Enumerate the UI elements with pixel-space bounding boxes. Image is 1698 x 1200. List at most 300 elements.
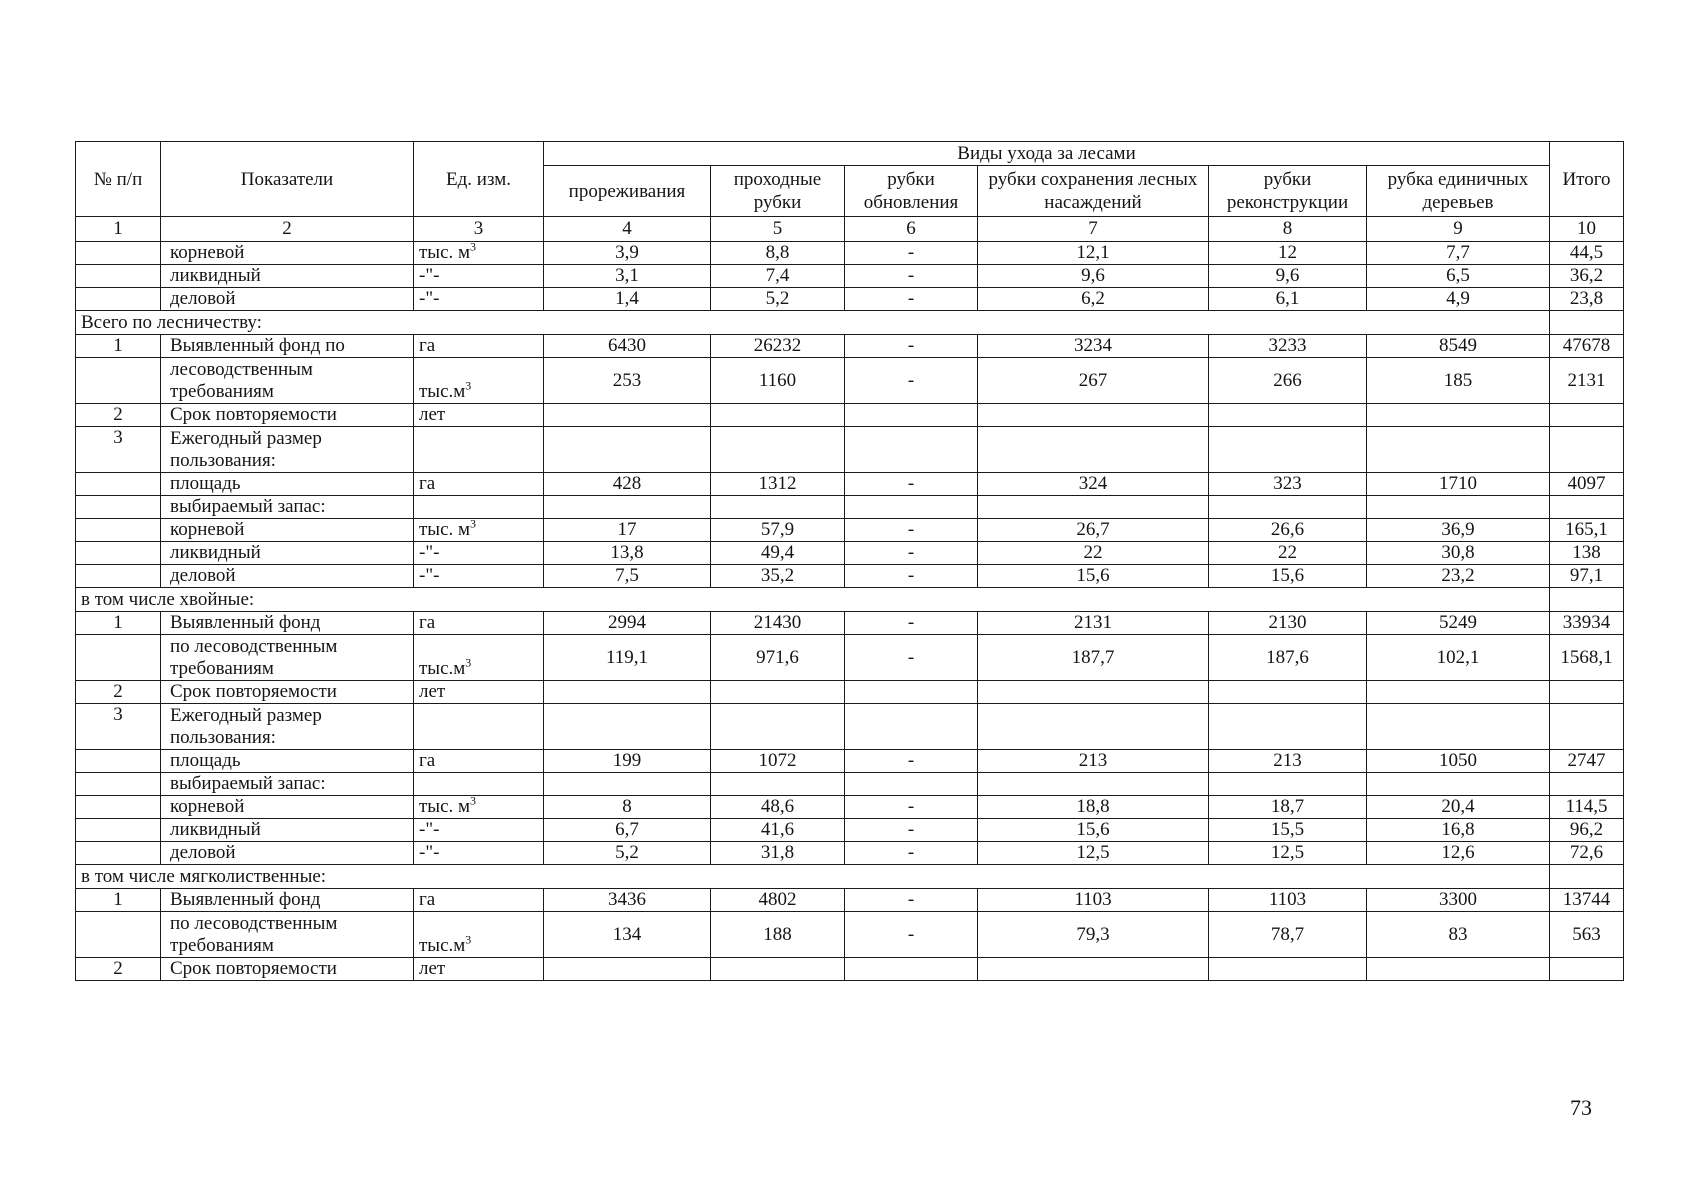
value-cell: 36,9 (1367, 519, 1550, 542)
unit-superscript: 3 (465, 932, 472, 947)
indicator-cell: ликвидный (161, 819, 414, 842)
column-number: 5 (711, 217, 845, 242)
value-cell: 20,4 (1367, 796, 1550, 819)
value-cell: 23,2 (1367, 565, 1550, 588)
indicator-cell: ликвидный (161, 265, 414, 288)
row-number (76, 635, 161, 681)
table-row (76, 288, 1624, 311)
unit-cell (414, 796, 544, 819)
value-cell: 17 (544, 519, 711, 542)
value-cell: 7,5 (544, 565, 711, 588)
header-total: Итого (1550, 142, 1624, 217)
row-number (76, 819, 161, 842)
column-number: 7 (978, 217, 1209, 242)
column-number: 4 (544, 217, 711, 242)
section-title: Всего по лесничеству: (76, 311, 1550, 335)
value-cell: - (845, 358, 978, 404)
total-value-cell (1550, 958, 1624, 981)
column-number: 2 (161, 217, 414, 242)
unit-cell (414, 427, 544, 473)
value-cell: 48,6 (711, 796, 845, 819)
table-header (76, 142, 1624, 242)
total-value-cell (1550, 681, 1624, 704)
value-cell (845, 681, 978, 704)
value-cell (845, 773, 978, 796)
unit-cell (414, 704, 544, 750)
value-cell: 15,6 (978, 819, 1209, 842)
indicator-cell: Срок повторяемости (161, 958, 414, 981)
table-row (76, 473, 1624, 496)
indicator-cell: площадь (161, 750, 414, 773)
total-value-cell: 72,6 (1550, 842, 1624, 865)
table-row (76, 427, 1624, 473)
unit-cell (414, 265, 544, 288)
total-value-cell: 97,1 (1550, 565, 1624, 588)
unit-cell (414, 565, 544, 588)
value-cell: 1312 (711, 473, 845, 496)
value-cell: 213 (1209, 750, 1367, 773)
value-cell: 1103 (1209, 889, 1367, 912)
value-cell: 3233 (1209, 335, 1367, 358)
unit-text: -"- (419, 542, 440, 563)
value-cell (978, 704, 1209, 750)
table-row (76, 912, 1624, 958)
value-cell: - (845, 565, 978, 588)
value-cell (1209, 404, 1367, 427)
row-number: 2 (76, 404, 161, 427)
value-cell (711, 681, 845, 704)
value-cell: 2994 (544, 612, 711, 635)
indicator-cell: корневой (161, 519, 414, 542)
value-cell: 188 (711, 912, 845, 958)
value-cell: 18,7 (1209, 796, 1367, 819)
unit-superscript: 3 (470, 241, 477, 254)
header-reconstruction-cutting: рубки реконструкции (1209, 166, 1367, 217)
header-renewal-cutting: рубки обновления (845, 166, 978, 217)
value-cell (544, 496, 711, 519)
row-number (76, 519, 161, 542)
value-cell: 26,6 (1209, 519, 1367, 542)
value-cell (978, 958, 1209, 981)
unit-text: лет (419, 958, 446, 979)
value-cell: 57,9 (711, 519, 845, 542)
total-value-cell: 2131 (1550, 358, 1624, 404)
row-number (76, 473, 161, 496)
table-row (76, 796, 1624, 819)
total-value-cell: 47678 (1550, 335, 1624, 358)
value-cell: - (845, 542, 978, 565)
value-cell (544, 773, 711, 796)
header-num: № п/п (76, 142, 161, 217)
value-cell (1367, 427, 1550, 473)
unit-text: -"- (419, 842, 440, 863)
value-cell: - (845, 242, 978, 265)
header-group-care-types: Виды ухода за лесами (544, 142, 1550, 166)
row-number: 3 (76, 427, 161, 473)
indicator-cell: Ежегодный размер пользования: (161, 704, 414, 750)
table-row (76, 565, 1624, 588)
table-row (76, 542, 1624, 565)
unit-cell (414, 912, 544, 958)
section-title: в том числе мягколиственные: (76, 865, 1550, 889)
value-cell: 187,7 (978, 635, 1209, 681)
table-row (76, 773, 1624, 796)
header-unit: Ед. изм. (414, 142, 544, 217)
indicator-cell: Выявленный фонд по (161, 335, 414, 358)
section-title: в том числе хвойные: (76, 588, 1550, 612)
value-cell (978, 404, 1209, 427)
value-cell (1209, 681, 1367, 704)
value-cell: - (845, 612, 978, 635)
column-number: 1 (76, 217, 161, 242)
value-cell: 428 (544, 473, 711, 496)
value-cell: - (845, 519, 978, 542)
value-cell (711, 427, 845, 473)
value-cell: 3436 (544, 889, 711, 912)
value-cell (544, 958, 711, 981)
unit-cell (414, 473, 544, 496)
value-cell: 323 (1209, 473, 1367, 496)
value-cell (1367, 404, 1550, 427)
indicator-cell: Срок повторяемости (161, 681, 414, 704)
header-single-tree-cutting: рубка единичных деревьев (1367, 166, 1550, 217)
value-cell: 1103 (978, 889, 1209, 912)
total-value-cell: 114,5 (1550, 796, 1624, 819)
indicator-cell: площадь (161, 473, 414, 496)
row-number (76, 912, 161, 958)
table-row (76, 612, 1624, 635)
value-cell (1209, 773, 1367, 796)
value-cell: 18,8 (978, 796, 1209, 819)
indicator-cell: по лесоводственным требованиям (161, 912, 414, 958)
value-cell (978, 773, 1209, 796)
value-cell (711, 773, 845, 796)
section-total-cell (1550, 588, 1624, 612)
total-value-cell: 4097 (1550, 473, 1624, 496)
row-number (76, 773, 161, 796)
value-cell: 1160 (711, 358, 845, 404)
value-cell: 185 (1367, 358, 1550, 404)
value-cell (1209, 704, 1367, 750)
value-cell: 1,4 (544, 288, 711, 311)
total-value-cell: 33934 (1550, 612, 1624, 635)
unit-cell (414, 819, 544, 842)
table-row (76, 681, 1624, 704)
row-number (76, 242, 161, 265)
column-number: 8 (1209, 217, 1367, 242)
row-number: 2 (76, 681, 161, 704)
value-cell: 26,7 (978, 519, 1209, 542)
value-cell: - (845, 842, 978, 865)
unit-text: -"- (419, 565, 440, 586)
indicator-cell: Ежегодный размер пользования: (161, 427, 414, 473)
value-cell: 41,6 (711, 819, 845, 842)
row-number (76, 565, 161, 588)
value-cell: 3,9 (544, 242, 711, 265)
value-cell (1209, 496, 1367, 519)
unit-cell (414, 889, 544, 912)
value-cell: 9,6 (978, 265, 1209, 288)
value-cell: 35,2 (711, 565, 845, 588)
unit-text: -"- (419, 265, 440, 286)
value-cell: 8549 (1367, 335, 1550, 358)
value-cell: 6,1 (1209, 288, 1367, 311)
unit-text: га (419, 750, 436, 771)
value-cell: 6,5 (1367, 265, 1550, 288)
unit-cell (414, 335, 544, 358)
indicator-cell: ликвидный (161, 542, 414, 565)
column-number: 6 (845, 217, 978, 242)
unit-text: тыс.м (419, 935, 466, 956)
unit-text: га (419, 889, 436, 910)
row-number: 1 (76, 889, 161, 912)
section-total-cell (1550, 865, 1624, 889)
value-cell: 199 (544, 750, 711, 773)
unit-text: тыс.м (419, 658, 466, 679)
total-value-cell (1550, 704, 1624, 750)
unit-cell (414, 519, 544, 542)
value-cell (1367, 704, 1550, 750)
table-row (76, 242, 1624, 265)
total-value-cell: 1568,1 (1550, 635, 1624, 681)
total-value-cell: 23,8 (1550, 288, 1624, 311)
value-cell (544, 427, 711, 473)
value-cell: 8 (544, 796, 711, 819)
total-value-cell (1550, 404, 1624, 427)
value-cell: 119,1 (544, 635, 711, 681)
table-row (76, 889, 1624, 912)
value-cell: 187,6 (1209, 635, 1367, 681)
column-number: 3 (414, 217, 544, 242)
value-cell: 12,6 (1367, 842, 1550, 865)
value-cell: - (845, 750, 978, 773)
value-cell (711, 496, 845, 519)
value-cell: 4,9 (1367, 288, 1550, 311)
unit-cell (414, 958, 544, 981)
value-cell (711, 404, 845, 427)
total-value-cell: 165,1 (1550, 519, 1624, 542)
table-row (76, 519, 1624, 542)
value-cell: 9,6 (1209, 265, 1367, 288)
unit-cell (414, 681, 544, 704)
value-cell: 1072 (711, 750, 845, 773)
total-value-cell: 563 (1550, 912, 1624, 958)
value-cell: - (845, 635, 978, 681)
value-cell (845, 427, 978, 473)
unit-text: лет (419, 404, 446, 425)
section-header-row (76, 311, 1624, 335)
value-cell (1209, 958, 1367, 981)
unit-text: тыс. м (419, 796, 471, 817)
table-row (76, 358, 1624, 404)
value-cell: - (845, 912, 978, 958)
unit-cell (414, 750, 544, 773)
total-value-cell: 138 (1550, 542, 1624, 565)
value-cell: 13,8 (544, 542, 711, 565)
value-cell: 22 (978, 542, 1209, 565)
table-body (76, 242, 1624, 981)
unit-superscript: 3 (470, 795, 477, 808)
unit-text: тыс. м (419, 519, 471, 540)
value-cell: 266 (1209, 358, 1367, 404)
row-number: 2 (76, 958, 161, 981)
value-cell: 15,6 (1209, 565, 1367, 588)
unit-superscript: 3 (465, 378, 472, 393)
section-total-cell (1550, 311, 1624, 335)
unit-cell (414, 773, 544, 796)
value-cell: 5249 (1367, 612, 1550, 635)
value-cell: 22 (1209, 542, 1367, 565)
value-cell: 1050 (1367, 750, 1550, 773)
header-preservation-cutting: рубки сохранения лесных насаждений (978, 166, 1209, 217)
value-cell: 78,7 (1209, 912, 1367, 958)
value-cell (978, 427, 1209, 473)
header-thinning: прореживания (544, 166, 711, 217)
value-cell: 3300 (1367, 889, 1550, 912)
value-cell (544, 681, 711, 704)
total-value-cell (1550, 427, 1624, 473)
value-cell: 12,5 (978, 842, 1209, 865)
value-cell (845, 958, 978, 981)
indicator-cell: деловой (161, 288, 414, 311)
section-header-row (76, 588, 1624, 612)
unit-superscript: 3 (465, 655, 472, 670)
value-cell (1367, 681, 1550, 704)
row-number (76, 358, 161, 404)
value-cell: 12,1 (978, 242, 1209, 265)
total-value-cell (1550, 773, 1624, 796)
value-cell: - (845, 265, 978, 288)
unit-text: -"- (419, 819, 440, 840)
total-value-cell: 96,2 (1550, 819, 1624, 842)
value-cell (1367, 773, 1550, 796)
indicator-cell: корневой (161, 796, 414, 819)
unit-cell (414, 842, 544, 865)
value-cell: 49,4 (711, 542, 845, 565)
value-cell: 2131 (978, 612, 1209, 635)
value-cell: 12,5 (1209, 842, 1367, 865)
page-number: 73 (1570, 1095, 1592, 1120)
value-cell: 253 (544, 358, 711, 404)
unit-text: га (419, 473, 436, 494)
value-cell (845, 496, 978, 519)
section-header-row (76, 865, 1624, 889)
indicator-cell: по лесоводственным требованиям (161, 635, 414, 681)
unit-cell (414, 496, 544, 519)
value-cell: 324 (978, 473, 1209, 496)
column-number: 10 (1550, 217, 1624, 242)
value-cell: 15,6 (978, 565, 1209, 588)
unit-text: га (419, 335, 436, 356)
value-cell: 21430 (711, 612, 845, 635)
value-cell: 8,8 (711, 242, 845, 265)
total-value-cell: 44,5 (1550, 242, 1624, 265)
forest-care-table (75, 141, 1624, 981)
table-row (76, 704, 1624, 750)
row-number (76, 542, 161, 565)
row-number: 3 (76, 704, 161, 750)
value-cell: 213 (978, 750, 1209, 773)
row-number (76, 265, 161, 288)
value-cell: - (845, 335, 978, 358)
row-number (76, 842, 161, 865)
unit-superscript: 3 (470, 518, 477, 531)
table-row (76, 819, 1624, 842)
value-cell: 1710 (1367, 473, 1550, 496)
value-cell (978, 496, 1209, 519)
indicator-cell: Выявленный фонд (161, 612, 414, 635)
value-cell: 4802 (711, 889, 845, 912)
indicator-cell: деловой (161, 565, 414, 588)
indicator-cell: Срок повторяемости (161, 404, 414, 427)
value-cell (544, 404, 711, 427)
header-indicator: Показатели (161, 142, 414, 217)
value-cell: - (845, 889, 978, 912)
value-cell: 3,1 (544, 265, 711, 288)
table-row (76, 496, 1624, 519)
unit-cell (414, 612, 544, 635)
value-cell (711, 958, 845, 981)
value-cell: 12 (1209, 242, 1367, 265)
value-cell: 31,8 (711, 842, 845, 865)
value-cell: 6,2 (978, 288, 1209, 311)
row-number (76, 750, 161, 773)
value-cell: 5,2 (711, 288, 845, 311)
header-passage-cutting: проходные рубки (711, 166, 845, 217)
value-cell (711, 704, 845, 750)
value-cell: 83 (1367, 912, 1550, 958)
unit-cell (414, 242, 544, 265)
table-row (76, 404, 1624, 427)
indicator-cell: лесоводственным требованиям (161, 358, 414, 404)
value-cell: - (845, 819, 978, 842)
value-cell (1209, 427, 1367, 473)
value-cell (978, 681, 1209, 704)
value-cell: - (845, 473, 978, 496)
table-row (76, 335, 1624, 358)
value-cell (845, 404, 978, 427)
value-cell: 26232 (711, 335, 845, 358)
unit-text: лет (419, 681, 446, 702)
indicator-cell: выбираемый запас: (161, 496, 414, 519)
row-number (76, 288, 161, 311)
total-value-cell: 2747 (1550, 750, 1624, 773)
table-row (76, 635, 1624, 681)
total-value-cell: 36,2 (1550, 265, 1624, 288)
value-cell: 134 (544, 912, 711, 958)
value-cell: 6,7 (544, 819, 711, 842)
total-value-cell: 13744 (1550, 889, 1624, 912)
value-cell: - (845, 796, 978, 819)
value-cell: 2130 (1209, 612, 1367, 635)
column-number-row (76, 217, 1624, 242)
indicator-cell: деловой (161, 842, 414, 865)
unit-cell (414, 542, 544, 565)
row-number: 1 (76, 335, 161, 358)
total-value-cell (1550, 496, 1624, 519)
value-cell: 971,6 (711, 635, 845, 681)
unit-text: тыс. м (419, 242, 471, 263)
unit-cell (414, 635, 544, 681)
value-cell: 267 (978, 358, 1209, 404)
row-number: 1 (76, 612, 161, 635)
value-cell: 6430 (544, 335, 711, 358)
column-number: 9 (1367, 217, 1550, 242)
row-number (76, 496, 161, 519)
indicator-cell: выбираемый запас: (161, 773, 414, 796)
table-row (76, 750, 1624, 773)
value-cell (1367, 958, 1550, 981)
